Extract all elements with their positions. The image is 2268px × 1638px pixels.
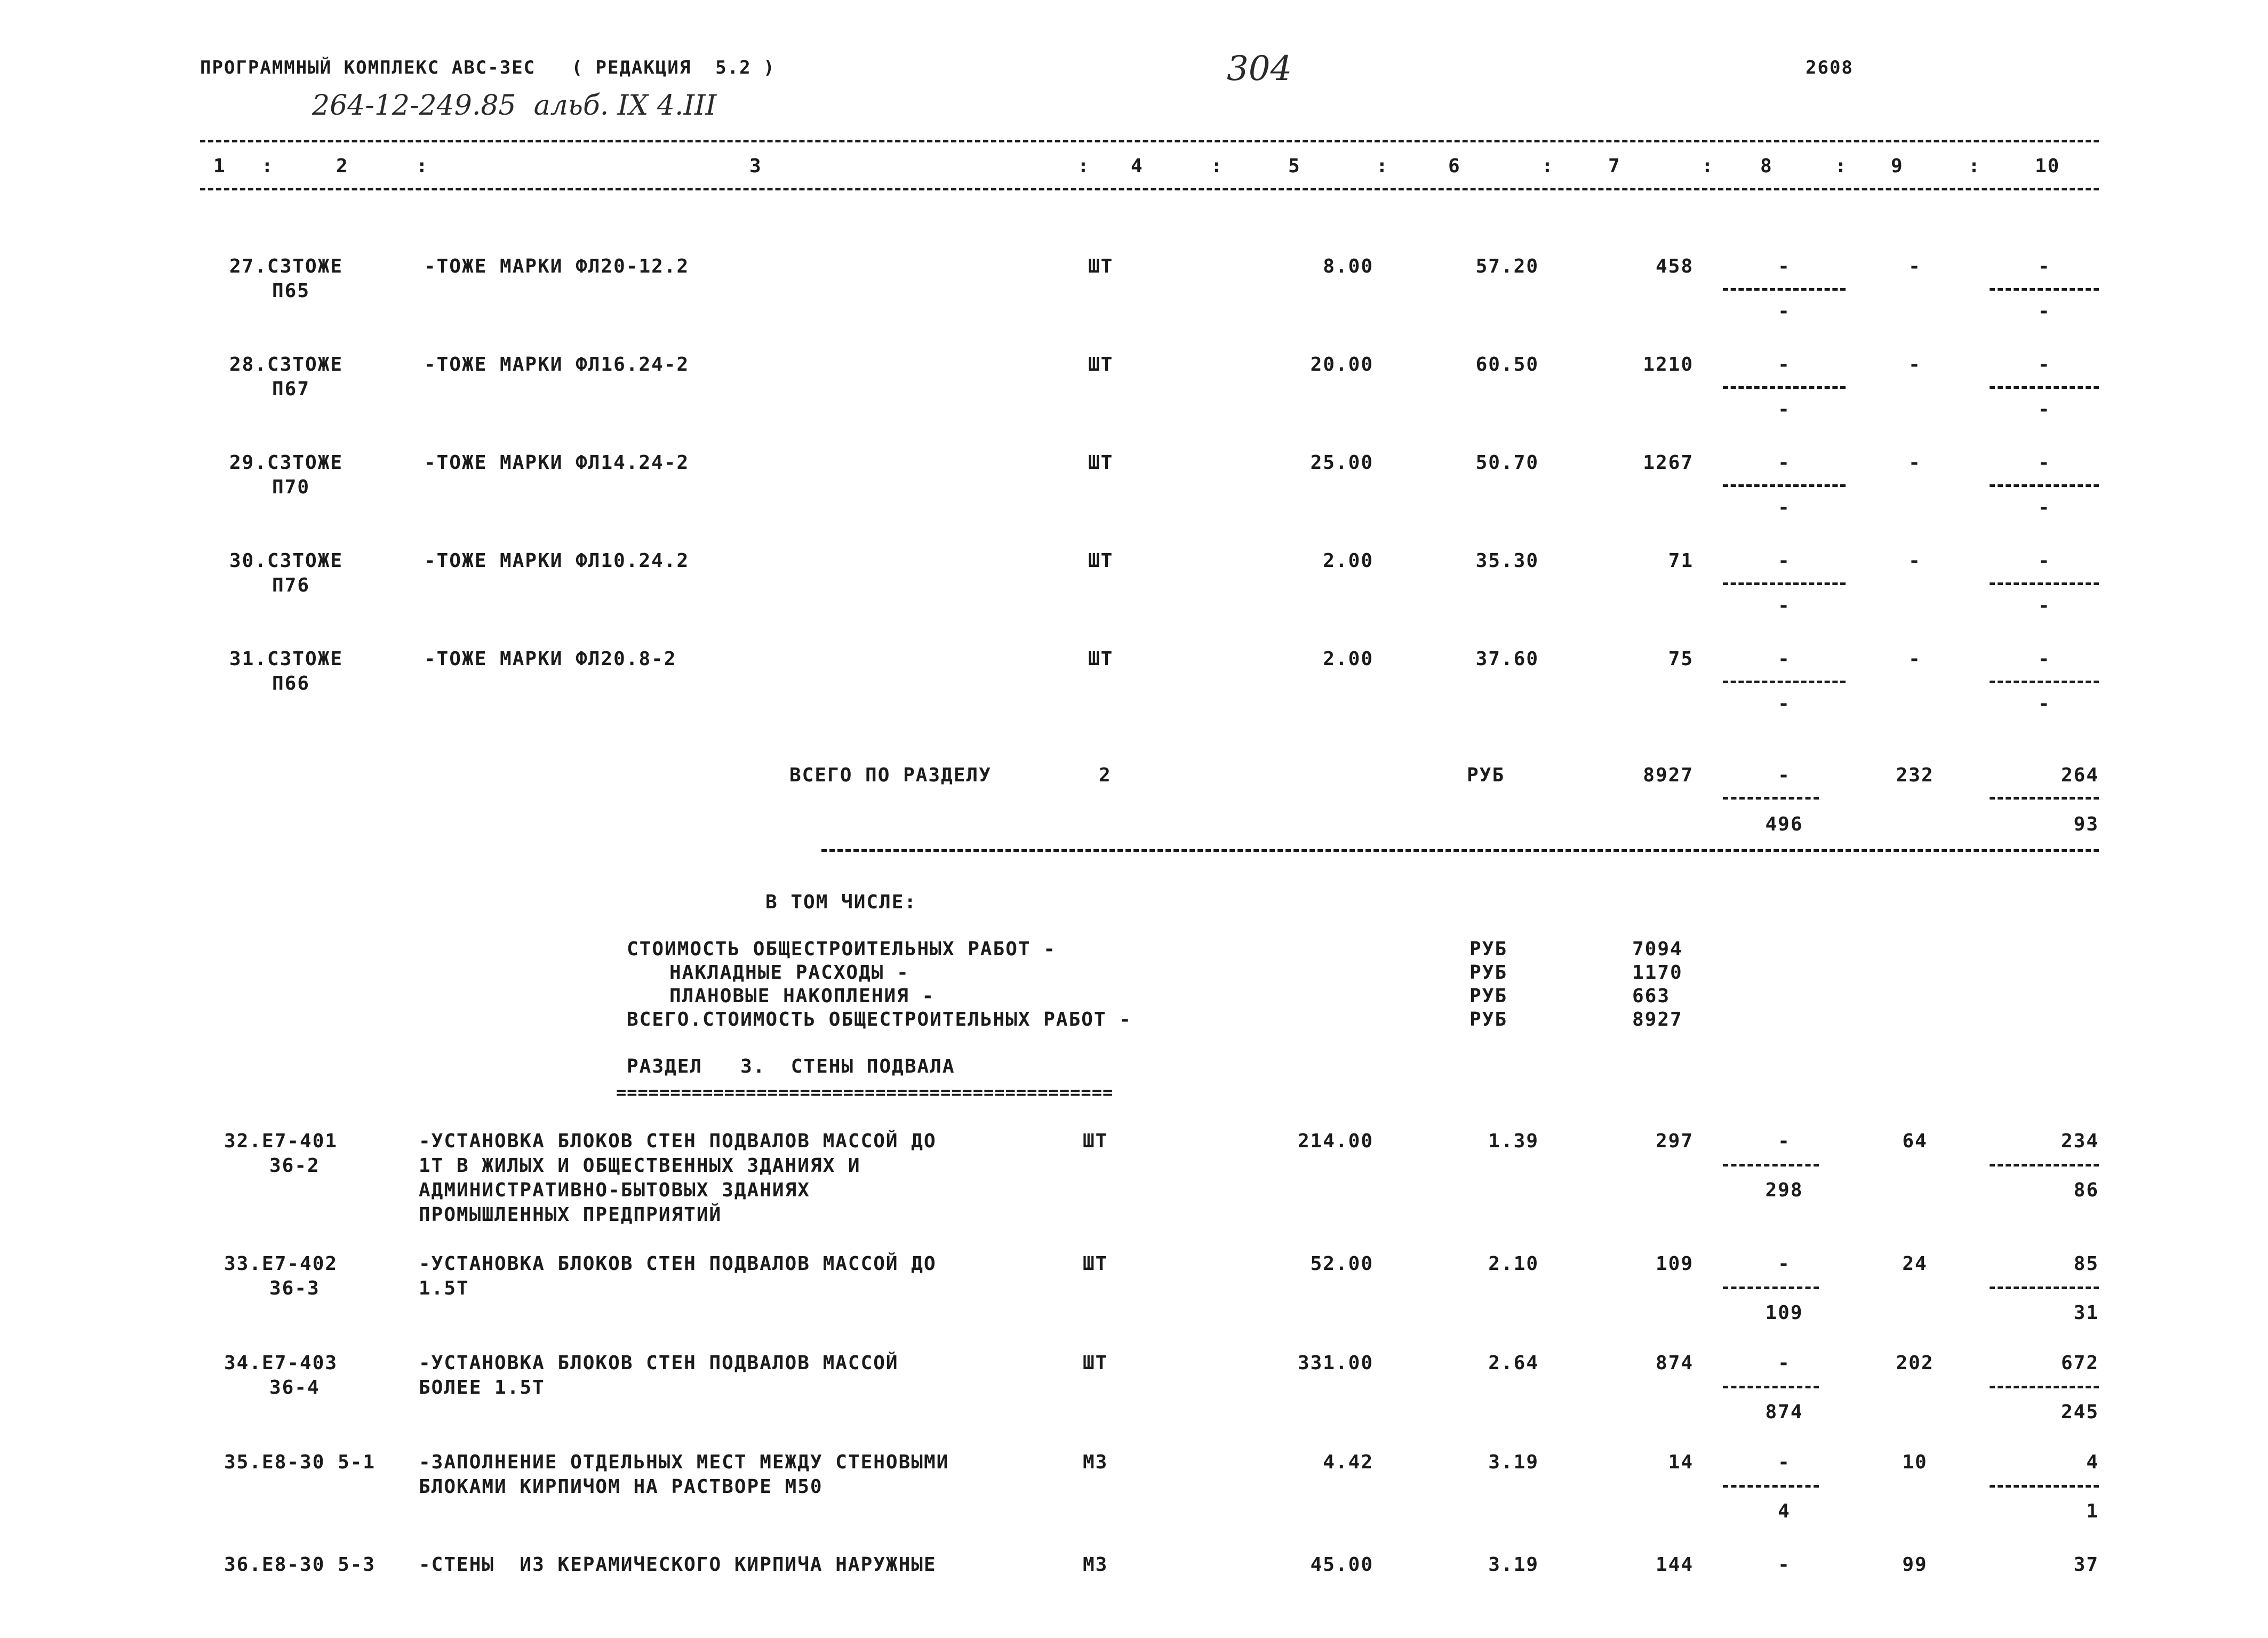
item-col8-top: - <box>1778 648 1791 670</box>
item-code: П76 <box>272 574 310 596</box>
col-5-header: 5 <box>1288 155 1301 177</box>
item-col9: 99 <box>1902 1554 1928 1576</box>
item-unit-price: 2.64 <box>1488 1352 1539 1374</box>
item-unit-price: 37.60 <box>1475 648 1539 670</box>
including-unit: РУБ <box>1470 938 1508 960</box>
item-col8-top: - <box>1778 1451 1791 1473</box>
including-label: ВСЕГО.СТОИМОСТЬ ОБЩЕСТРОИТЕЛЬНЫХ РАБОТ - <box>627 1009 1132 1030</box>
including-title: В ТОМ ЧИСЛЕ: <box>765 891 917 913</box>
item-description-line: -УСТАНОВКА БЛОКОВ СТЕН ПОДВАЛОВ МАССОЙ ДО <box>419 1130 937 1152</box>
item-col8-top: - <box>1778 1253 1791 1275</box>
including-label: ПЛАНОВЫЕ НАКОПЛЕНИЯ - <box>669 985 935 1007</box>
item-col8-bottom: 874 <box>1765 1401 1803 1423</box>
header-rule-bottom <box>200 188 2099 190</box>
col-10-header: 10 <box>2035 155 2061 177</box>
item-col10-bottom: - <box>2038 300 2051 322</box>
item-unit-price: 60.50 <box>1475 354 1539 375</box>
item-code: 36-4 <box>269 1377 320 1399</box>
item-quantity: 331.00 <box>1297 1352 1373 1374</box>
item-col8-bottom: 4 <box>1778 1500 1791 1522</box>
item-number: 36.Е8-30 5-3 <box>224 1554 376 1576</box>
item-total: 1210 <box>1643 354 1694 375</box>
item-description-line: 1Т В ЖИЛЫХ И ОБЩЕСТВЕННЫХ ЗДАНИЯХ И <box>419 1155 861 1177</box>
item-col10-bottom: 31 <box>2073 1302 2099 1324</box>
header-rule-top <box>200 140 2099 142</box>
item-col8-bottom: - <box>1778 398 1791 420</box>
item-col10-bottom: - <box>2038 497 2051 518</box>
item-code: П66 <box>272 673 310 694</box>
item-number: 30.С3ТОЖЕ <box>229 550 344 572</box>
item-col9: 202 <box>1896 1352 1934 1374</box>
item-total: 297 <box>1655 1130 1694 1152</box>
item-col10-top: 234 <box>2061 1130 2099 1152</box>
item-col9: - <box>1908 648 1921 670</box>
item-col9: - <box>1908 452 1921 474</box>
item-unit: М3 <box>1083 1554 1108 1576</box>
item-unit-price: 1.39 <box>1488 1130 1539 1152</box>
section-total-unit: РУБ <box>1467 764 1505 786</box>
item-col8-top: - <box>1778 1554 1791 1576</box>
item-col10-top: - <box>2038 452 2051 474</box>
col-9-header: 9 <box>1891 155 1904 177</box>
item-description-line: 1.5Т <box>419 1277 469 1299</box>
item-total: 1267 <box>1643 452 1694 474</box>
item-col10-top: - <box>2038 648 2051 670</box>
including-label: НАКЛАДНЫЕ РАСХОДЫ - <box>669 962 909 984</box>
item-col8-top: - <box>1778 452 1791 474</box>
item-number: 35.Е8-30 5-1 <box>224 1451 376 1473</box>
item-col8-top: - <box>1778 354 1791 375</box>
item-total: 75 <box>1668 648 1694 670</box>
item-quantity: 8.00 <box>1323 255 1373 277</box>
col-7-header: 7 <box>1608 155 1621 177</box>
item-col8-bottom: 298 <box>1765 1179 1803 1201</box>
item-col10-top: - <box>2038 354 2051 375</box>
including-value: 8927 <box>1632 1009 1683 1030</box>
col-3-header: 3 <box>749 155 762 177</box>
item-col8-top: - <box>1778 1352 1791 1374</box>
item-col8-bottom: - <box>1778 497 1791 518</box>
item-col8-bottom: - <box>1778 595 1791 617</box>
item-col10-top: 4 <box>2086 1451 2099 1473</box>
section-total-col8-bottom: 496 <box>1765 813 1803 835</box>
section-total-rule <box>821 849 2099 852</box>
item-col9: - <box>1908 255 1921 277</box>
item-unit-price: 35.30 <box>1475 550 1539 572</box>
section-underline: ============================================== <box>616 1082 1114 1102</box>
item-unit-price: 3.19 <box>1488 1554 1539 1576</box>
item-unit-price: 2.10 <box>1488 1253 1539 1275</box>
item-unit: ШТ <box>1088 354 1114 375</box>
item-total: 71 <box>1668 550 1694 572</box>
item-unit: ШТ <box>1088 255 1114 277</box>
item-description-line: АДМИНИСТРАТИВНО-БЫТОВЫХ ЗДАНИЯХ <box>419 1179 810 1201</box>
col-2-header: 2 <box>336 155 349 177</box>
section-total-col9: 232 <box>1896 764 1934 786</box>
section-total-sum: 8927 <box>1643 764 1694 786</box>
item-col10-bottom: - <box>2038 398 2051 420</box>
program-title: ПРОГРАММНЫЙ КОМПЛЕКС АВС-ЗЕС ( РЕДАКЦИЯ 5.2 ) <box>200 57 776 78</box>
item-col8-bottom: 109 <box>1765 1302 1803 1324</box>
item-col9: 24 <box>1902 1253 1928 1275</box>
section-total-col10-top: 264 <box>2061 764 2099 786</box>
item-description-line: -УСТАНОВКА БЛОКОВ СТЕН ПОДВАЛОВ МАССОЙ <box>419 1352 899 1374</box>
item-code: 36-2 <box>269 1155 320 1177</box>
item-col10-top: - <box>2038 255 2051 277</box>
section-title: РАЗДЕЛ 3. СТЕНЫ ПОДВАЛА <box>627 1056 955 1077</box>
item-unit-price: 50.70 <box>1475 452 1539 474</box>
item-quantity: 52.00 <box>1310 1253 1373 1275</box>
item-col10-bottom: 86 <box>2073 1179 2099 1201</box>
item-description: -ТОЖЕ МАРКИ ФЛ20.8-2 <box>424 648 677 670</box>
item-number: 27.С3ТОЖЕ <box>229 255 344 277</box>
item-number: 34.Е7-403 <box>224 1352 338 1374</box>
including-value: 663 <box>1632 985 1671 1007</box>
item-description-line: -СТЕНЫ ИЗ КЕРАМИЧЕСКОГО КИРПИЧА НАРУЖНЫЕ <box>419 1554 937 1576</box>
item-total: 109 <box>1655 1253 1694 1275</box>
section-total-col8-top: - <box>1778 764 1791 786</box>
item-unit: М3 <box>1083 1451 1108 1473</box>
handwritten-document-reference: 264-12-249.85 альб. IX 4.III <box>312 90 717 122</box>
item-code: П65 <box>272 280 310 302</box>
item-description-line: -УСТАНОВКА БЛОКОВ СТЕН ПОДВАЛОВ МАССОЙ ДО <box>419 1253 937 1275</box>
item-col8-top: - <box>1778 255 1791 277</box>
item-code: П70 <box>272 476 310 498</box>
item-col10-top: 672 <box>2061 1352 2099 1374</box>
item-col8-bottom: - <box>1778 300 1791 322</box>
item-col10-top: 85 <box>2073 1253 2099 1275</box>
item-number: 29.С3ТОЖЕ <box>229 452 344 474</box>
item-description: -ТОЖЕ МАРКИ ФЛ20-12.2 <box>424 255 690 277</box>
item-unit: ШТ <box>1083 1130 1108 1152</box>
item-col10-top: 37 <box>2073 1554 2099 1576</box>
item-total: 458 <box>1655 255 1694 277</box>
item-col10-bottom: - <box>2038 595 2051 617</box>
item-unit-price: 3.19 <box>1488 1451 1539 1473</box>
item-description-line: -ЗАПОЛНЕНИЕ ОТДЕЛЬНЫХ МЕСТ МЕЖДУ СТЕНОВЫМИ <box>419 1451 949 1473</box>
col-4-header: 4 <box>1131 155 1144 177</box>
item-total: 874 <box>1655 1352 1694 1374</box>
including-label: СТОИМОСТЬ ОБЩЕСТРОИТЕЛЬНЫХ РАБОТ - <box>627 938 1056 960</box>
item-quantity: 25.00 <box>1310 452 1373 474</box>
item-unit-price: 57.20 <box>1475 255 1539 277</box>
item-col10-bottom: 1 <box>2086 1500 2099 1522</box>
col-8-header: 8 <box>1760 155 1773 177</box>
item-col10-bottom: 245 <box>2061 1401 2099 1423</box>
item-unit: ШТ <box>1083 1352 1108 1374</box>
item-unit: ШТ <box>1088 550 1114 572</box>
item-quantity: 4.42 <box>1323 1451 1373 1473</box>
handwritten-page-number: 304 <box>1227 49 1292 89</box>
item-number: 31.С3ТОЖЕ <box>229 648 344 670</box>
item-description-line: ПРОМЫШЛЕННЫХ ПРЕДПРИЯТИЙ <box>419 1204 722 1226</box>
item-quantity: 214.00 <box>1297 1130 1373 1152</box>
including-value: 1170 <box>1632 962 1683 984</box>
item-unit: ШТ <box>1088 648 1114 670</box>
section-total-number: 2 <box>1099 764 1112 786</box>
item-quantity: 20.00 <box>1310 354 1373 375</box>
item-col8-bottom: - <box>1778 693 1791 715</box>
item-total: 144 <box>1655 1554 1694 1576</box>
item-number: 28.С3ТОЖЕ <box>229 354 344 375</box>
item-quantity: 2.00 <box>1323 648 1373 670</box>
item-col9: - <box>1908 550 1921 572</box>
item-number: 32.Е7-401 <box>224 1130 338 1152</box>
item-col8-top: - <box>1778 1130 1791 1152</box>
item-col10-top: - <box>2038 550 2051 572</box>
item-quantity: 2.00 <box>1323 550 1373 572</box>
item-col9: - <box>1908 354 1921 375</box>
item-col9: 64 <box>1902 1130 1928 1152</box>
item-quantity: 45.00 <box>1310 1554 1373 1576</box>
section-total-col10-bottom: 93 <box>2073 813 2099 835</box>
including-unit: РУБ <box>1470 1009 1508 1030</box>
item-code: П67 <box>272 378 310 400</box>
item-unit: ШТ <box>1088 452 1114 474</box>
item-col8-top: - <box>1778 550 1791 572</box>
item-code: 36-3 <box>269 1277 320 1299</box>
including-unit: РУБ <box>1470 962 1508 984</box>
item-description-line: БОЛЕЕ 1.5Т <box>419 1377 545 1399</box>
including-value: 7094 <box>1632 938 1683 960</box>
page-number: 2608 <box>1806 57 1854 78</box>
item-description: -ТОЖЕ МАРКИ ФЛ10.24.2 <box>424 550 690 572</box>
item-number: 33.Е7-402 <box>224 1253 338 1275</box>
including-unit: РУБ <box>1470 985 1508 1007</box>
item-description: -ТОЖЕ МАРКИ ФЛ16.24-2 <box>424 354 690 375</box>
col-6-header: 6 <box>1448 155 1461 177</box>
item-description-line: БЛОКАМИ КИРПИЧОМ НА РАСТВОРЕ М50 <box>419 1476 823 1498</box>
item-col9: 10 <box>1902 1451 1928 1473</box>
section-total-label: ВСЕГО ПО РАЗДЕЛУ <box>789 764 992 786</box>
item-total: 14 <box>1668 1451 1694 1473</box>
item-unit: ШТ <box>1083 1253 1108 1275</box>
item-col10-bottom: - <box>2038 693 2051 715</box>
col-1-header: 1 <box>213 155 226 177</box>
item-description: -ТОЖЕ МАРКИ ФЛ14.24-2 <box>424 452 690 474</box>
